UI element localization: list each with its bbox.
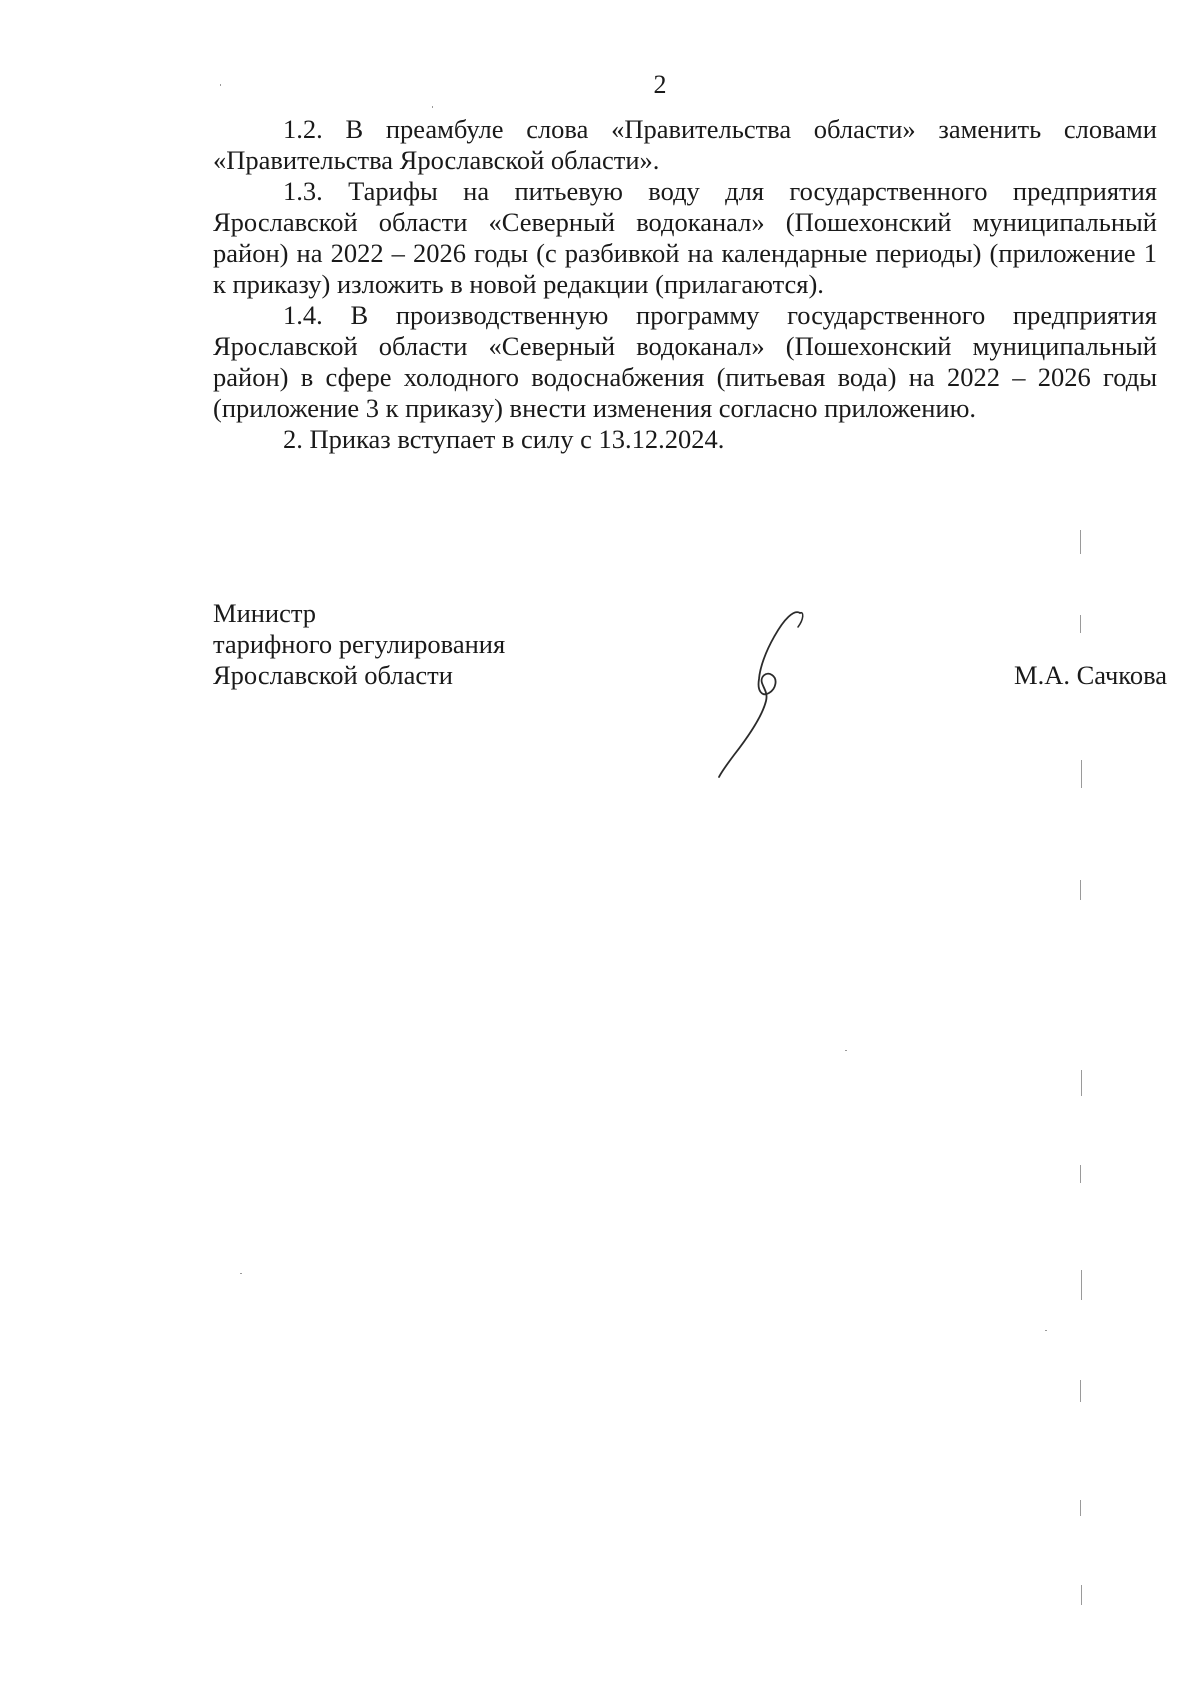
paragraph-1-4: 1.4. В производственную программу государственного предприятия Ярославской области «Северный водоканал» (Пошехонский муниципальный район) в сфере холодного водоснабжения (питьевая вода) на 2022 – 2026 годы (приложение 3 к приказу) внести изменения согласно приложению. bbox=[213, 300, 1157, 423]
signer-name: М.А. Сачкова bbox=[1014, 660, 1167, 690]
page-number: 2 bbox=[653, 70, 667, 99]
paragraph-2: 2. Приказ вступает в силу с 13.12.2024. bbox=[283, 424, 725, 454]
signer-title-line-2: тарифного регулирования bbox=[213, 629, 506, 659]
paragraph-1-2: 1.2. В преамбуле слова «Правительства области» заменить словами «Правительства Ярославской области». bbox=[213, 114, 1157, 175]
signer-title-line-1: Министр bbox=[213, 598, 317, 628]
paragraph-1-3: 1.3. Тарифы на питьевую воду для государственного предприятия Ярославской области «Северный водоканал» (Пошехонский муниципальный район) на 2022 – 2026 годы (с разбивкой на календарные периоды) (приложение 1 к приказу) изложить в новой редакции (прилагаются). bbox=[213, 176, 1157, 299]
signer-title-line-3: Ярославской области bbox=[213, 660, 453, 690]
